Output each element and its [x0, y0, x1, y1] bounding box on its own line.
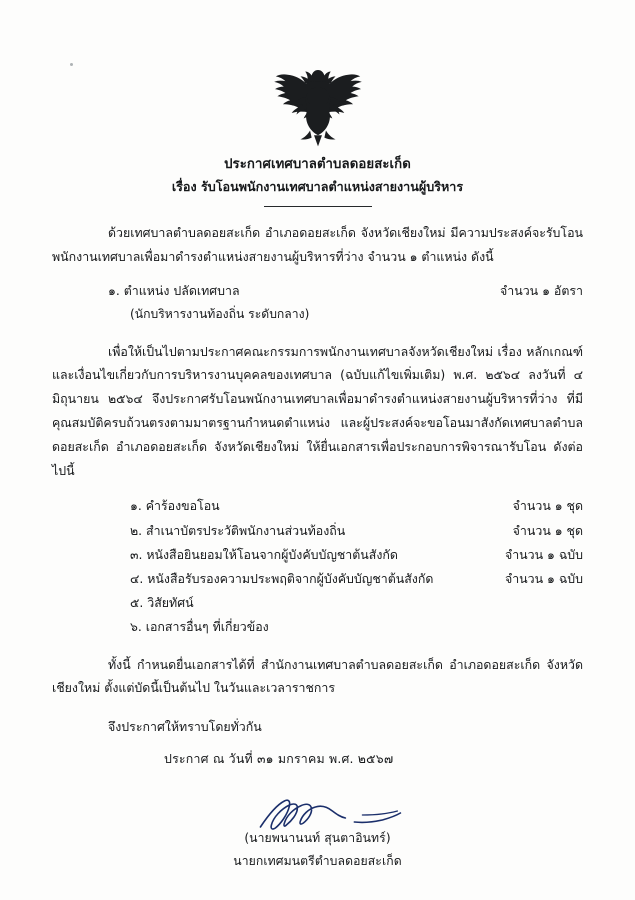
list-item-label: ๕. วิสัยทัศน์: [130, 595, 194, 611]
garuda-emblem: [270, 62, 366, 148]
list-item-amount: จำนวน ๑ ชุด: [512, 498, 583, 514]
list-item: [52, 615, 583, 639]
page-subtitle: เรื่อง รับโอนพนักงานเทศบาลตำแหน่งสายงานผู้บริหาร: [171, 179, 464, 195]
list-item-label: ๔. หนังสือรับรองความประพฤติจากผู้บังคับบัญชาต้นสังกัด: [130, 571, 434, 586]
list-item: [52, 567, 583, 591]
document-body: [52, 155, 583, 872]
list-item: [52, 543, 583, 567]
list-item-amount: จำนวน ๑ ฉบับ: [504, 571, 583, 586]
intro-text: ด้วยเทศบาลตำบลดอยสะเก็ด อำเภอดอยสะเก็ด จังหวัดเชียงใหม่ มีความประสงค์จะรับโอนพนักงานเทศบาลเพื่อมาดำรงตำแหน่งสายงานผู้บริหารที่ว่าง จำนวน ๑ ตำแหน่ง ดังนี้: [52, 224, 583, 264]
date-line: ประกาศ ณ วันที่ ๓๑ มกราคม พ.ศ. ๒๕๖๗: [164, 751, 394, 766]
list-item-amount: จำนวน ๑ ฉบับ: [504, 546, 583, 562]
page-title: ประกาศเทศบาลตำบลดอยสะเก็ด: [224, 157, 411, 172]
list-item-amount: จำนวน ๑ ชุด: [512, 522, 583, 538]
documents-list: [52, 494, 583, 639]
intro-paragraph: [52, 221, 583, 269]
signer-role: นายกเทศมนตรีตำบลดอยสะเก็ด: [233, 853, 402, 868]
position-row: [52, 279, 583, 303]
list-item-label: ๖. เอกสารอื่นๆ ที่เกี่ยวข้อง: [130, 619, 269, 635]
list-item: [52, 519, 583, 543]
position-label: ๑. ตำแหน่ง ปลัดเทศบาล: [108, 282, 240, 298]
signature-block: [52, 827, 583, 872]
announce-line: จึงประกาศให้ทราบโดยทั่วกัน: [108, 719, 262, 735]
list-item-label: ๒. สำเนาบัตรประวัติพนักงานส่วนท้องถิ่น: [130, 522, 346, 538]
title-divider: [264, 206, 372, 207]
position-note: (นักบริหารงานท้องถิ่น ระดับกลาง): [130, 306, 310, 321]
title-block: [52, 155, 583, 207]
list-item-label: ๓. หนังสือยินยอมให้โอนจากผู้บังคับบัญชาต้นสังกัด: [130, 546, 398, 562]
signer-name: (นายพนานนท์ สุนตาอินทร์): [244, 831, 391, 845]
list-item-label: ๑. คำร้องขอโอน: [130, 498, 220, 514]
position-amount: จำนวน ๑ อัตรา: [500, 282, 583, 298]
condition-paragraph: [52, 340, 583, 483]
submit-text: ทั้งนี้ กำหนดยื่นเอกสารได้ที่ สำนักงานเทศบาลตำบลดอยสะเก็ด อำเภอดอยสะเก็ด จังหวัดเชียงใหม่ ตั้งแต่บัดนี้เป็นต้นไป ในวันและเวลาราชการ: [52, 656, 583, 696]
submit-paragraph: [52, 653, 583, 701]
condition-text: เพื่อให้เป็นไปตามประกาศคณะกรรมการพนักงานเทศบาลจังหวัดเชียงใหม่ เรื่อง หลักเกณฑ์และเงื่อนไขเกี่ยวกับการบริหารงานบุคคลของเทศบาล (ฉบับแก้ไขเพิ่มเติม) พ.ศ. ๒๕๖๔ ลงวันที่ ๔ มิถุนายน ๒๕๖๔ จึงประกาศรับโอนพนักงานเทศบาลเพื่อมาดำรงตำแหน่งสายงานผู้บริหารที่ว่าง ที่มีคุณสมบัติครบถ้วนตรงตามมาตรฐานกำหนดตำแหน่ง และผู้ประสงค์จะขอโอนมาสังกัดเทศบาลตำบลดอยสะเก็ด อำเภอดอยสะเก็ด จังหวัดเชียงใหม่ ให้ยื่นเอกสารเพื่อประกอบการพิจารณารับโอน ดังต่อไปนี้: [52, 343, 583, 478]
list-item: [52, 591, 583, 615]
list-item-amount: [497, 591, 583, 615]
list-item: [52, 494, 583, 518]
emblem-container: [0, 62, 635, 148]
list-item-amount: [497, 615, 583, 639]
